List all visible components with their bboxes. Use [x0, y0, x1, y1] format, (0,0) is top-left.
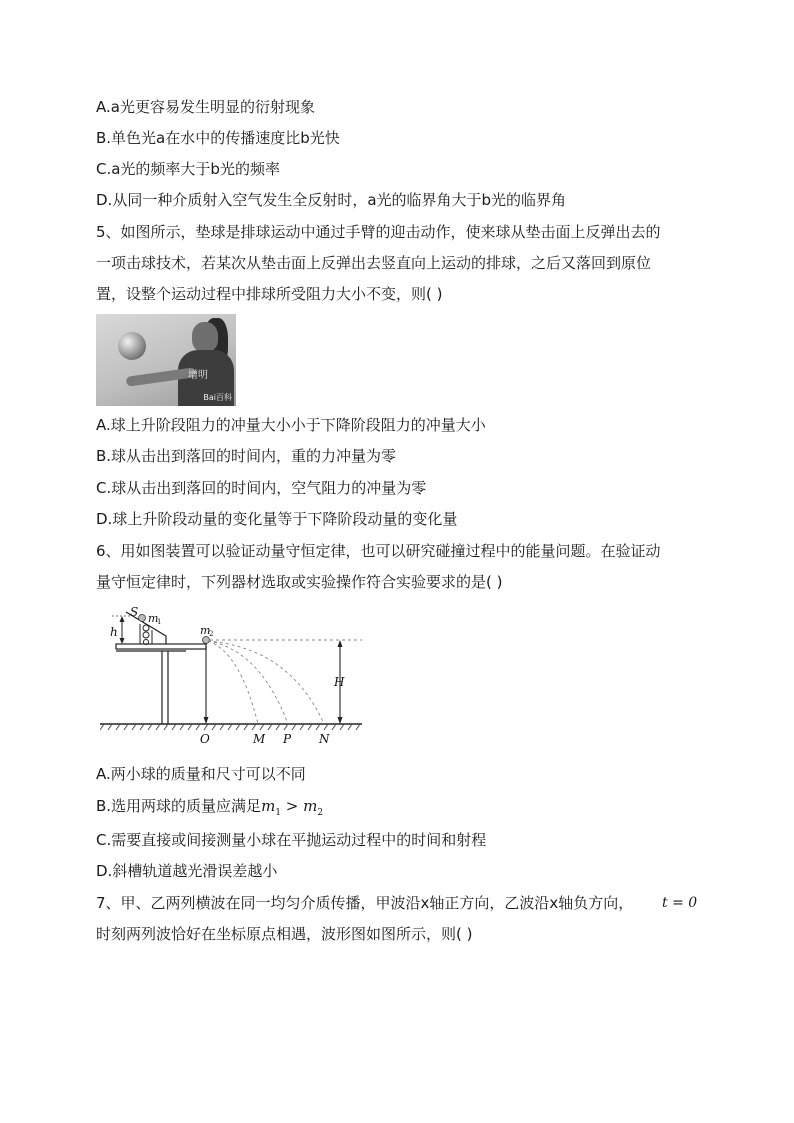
- q6-option-d: D.斜槽轨道越光滑误差越小: [96, 862, 278, 880]
- q5-option-a: A.球上升阶段阻力的冲量大小小于下降阶段阻力的冲量大小: [96, 416, 486, 434]
- label-S: S: [130, 605, 139, 619]
- q7-stem-line-1: 7、甲、乙两列横波在同一均匀介质传播，甲波沿x轴正方向，乙波沿x轴负方向，: [96, 894, 634, 912]
- label-m2-sub: 2: [209, 630, 214, 638]
- q6-option-c: C.需要直接或间接测量小球在平抛运动过程中的时间和射程: [96, 831, 487, 849]
- q7-t-formula: t = 0: [662, 895, 698, 911]
- label-m1-sub: 1: [157, 618, 162, 626]
- label-m1: m: [148, 612, 159, 625]
- label-O: O: [200, 732, 210, 746]
- label-m2: m: [200, 624, 211, 637]
- q4-option-d: D.从同一种介质射入空气发生全反射时，a光的临界角大于b光的临界角: [96, 191, 567, 209]
- collision-apparatus-diagram: [100, 604, 370, 746]
- q7-stem-line-2: 时刻两列波恰好在坐标原点相遇，波形图如图所示，则( ): [96, 925, 473, 943]
- label-P: P: [283, 732, 292, 746]
- label-M: M: [253, 732, 266, 746]
- q5-option-b: B.球从击出到落回的时间内，重的力冲量为零: [96, 447, 397, 465]
- volleyball: [118, 332, 146, 360]
- jersey-text: 增明: [188, 370, 208, 381]
- q6-option-a: A.两小球的质量和尺寸可以不同: [96, 765, 306, 783]
- q6-stem-line-2: 量守恒定律时，下列器材选取或实验操作符合实验要求的是( ): [96, 573, 503, 591]
- q5-stem-line-2: 一项击球技术，若某次从垫击面上反弹出去竖直向上运动的排球，之后又落回到原位: [96, 254, 652, 272]
- q6-option-b-text: B.选用两球的质量应满足: [96, 797, 262, 815]
- q5-stem-line-1: 5、如图所示，垫球是排球运动中通过手臂的迎击动作，使来球从垫击面上反弹出去的: [96, 223, 661, 241]
- q6-stem-line-1: 6、用如图装置可以验证动量守恒定律，也可以研究碰撞过程中的能量问题。在验证动: [96, 542, 661, 560]
- q5-stem-line-3: 置，设整个运动过程中排球所受阻力大小不变，则( ): [96, 285, 443, 303]
- photo-watermark: Bai百科: [203, 393, 232, 402]
- q4-option-a: A.a光更容易发生明显的衍射现象: [96, 98, 315, 116]
- label-h: h: [110, 625, 118, 639]
- q5-option-c: C.球从击出到落回的时间内，空气阻力的冲量为零: [96, 479, 427, 497]
- label-N: N: [319, 732, 330, 746]
- volleyball-photo: [96, 314, 236, 406]
- q5-option-d: D.球上升阶段动量的变化量等于下降阶段动量的变化量: [96, 510, 458, 528]
- q4-option-b: B.单色光a在水中的传播速度比b光快: [96, 129, 340, 147]
- q4-option-c: C.a光的频率大于b光的频率: [96, 160, 280, 178]
- q6-option-b: [96, 796, 323, 823]
- label-H: H: [334, 675, 345, 689]
- q6-option-b-formula: $m_1 > m_2$: [261, 797, 324, 818]
